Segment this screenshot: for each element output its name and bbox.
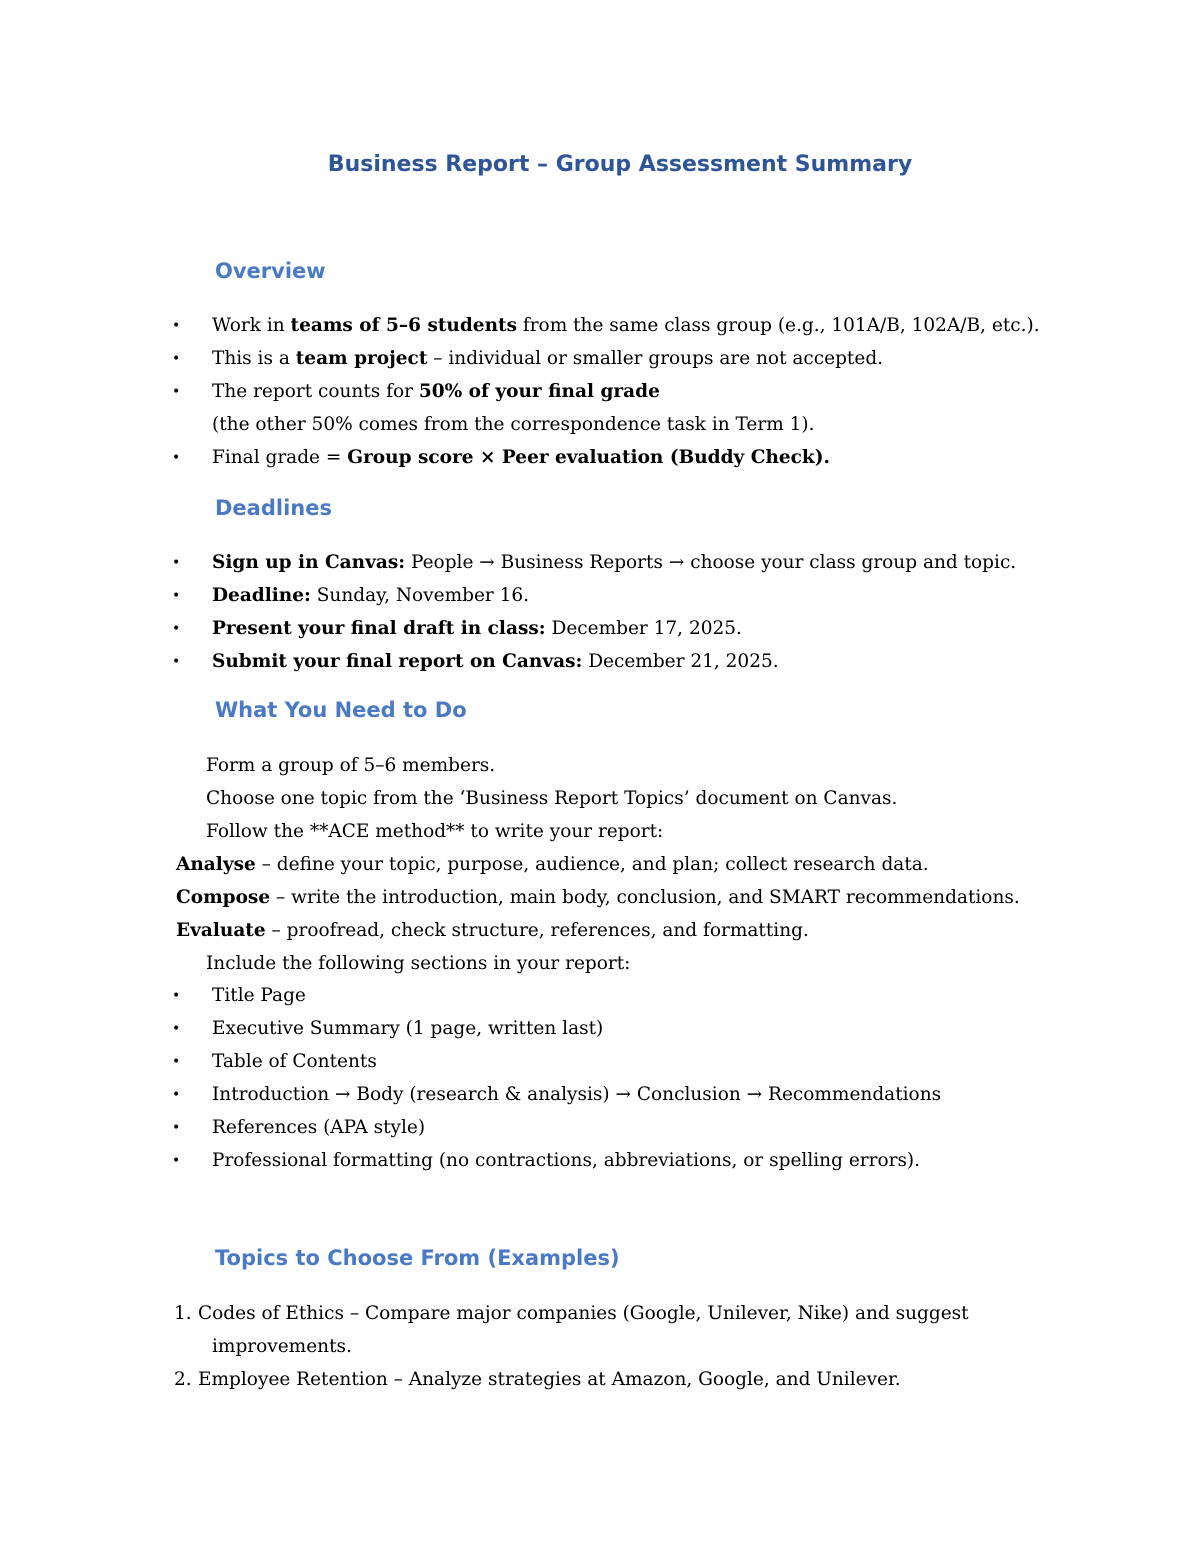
document-title: Business Report – Group Assessment Summary bbox=[327, 152, 913, 177]
overview-heading: Overview bbox=[215, 259, 326, 283]
todo-heading: What You Need to Do bbox=[215, 698, 467, 722]
bullet: • bbox=[172, 654, 181, 670]
todo-include-sections: Include the following sections in your report: bbox=[206, 953, 631, 974]
bullet: • bbox=[172, 384, 181, 400]
ace-evaluate: Evaluate – proofread, check structure, references, and formatting. bbox=[176, 920, 809, 941]
bullet: • bbox=[172, 318, 181, 334]
ace-compose: Compose – write the introduction, main body, conclusion, and SMART recommendations. bbox=[176, 887, 1020, 908]
overview-item-team-project: This is a team project – individual or smaller groups are not accepted. bbox=[212, 348, 884, 369]
todo-form-group: Form a group of 5–6 members. bbox=[206, 755, 496, 776]
topic-item-retention: Employee Retention – Analyze strategies at Amazon, Google, and Unilever. bbox=[198, 1369, 901, 1390]
bullet: • bbox=[172, 988, 181, 1004]
bullet: • bbox=[172, 555, 181, 571]
ace-analyse: Analyse – define your topic, purpose, audience, and plan; collect research data. bbox=[176, 854, 929, 875]
deadline-item-submit: Submit your final report on Canvas: December 21, 2025. bbox=[212, 651, 779, 672]
topic-number: 2. bbox=[174, 1369, 192, 1390]
section-item: Introduction → Body (research & analysis) → Conclusion → Recommendations bbox=[212, 1084, 942, 1105]
todo-ace-method: Follow the **ACE method** to write your report: bbox=[206, 821, 664, 842]
section-item: References (APA style) bbox=[212, 1117, 426, 1138]
overview-item-teams: Work in teams of 5–6 students from the same class group (e.g., 101A/B, 102A/B, etc.). bbox=[212, 315, 1040, 336]
section-item: Table of Contents bbox=[212, 1051, 377, 1072]
bullet: • bbox=[172, 450, 181, 466]
topic-number: 1. bbox=[174, 1303, 192, 1324]
overview-item-weight-note: (the other 50% comes from the correspondence task in Term 1). bbox=[212, 414, 815, 435]
bullet: • bbox=[172, 351, 181, 367]
bullet: • bbox=[172, 588, 181, 604]
todo-choose-topic: Choose one topic from the ‘Business Report Topics’ document on Canvas. bbox=[206, 788, 898, 809]
deadlines-heading: Deadlines bbox=[215, 496, 332, 520]
overview-item-weight: The report counts for 50% of your final grade bbox=[212, 381, 660, 402]
topic-item-ethics-cont: improvements. bbox=[212, 1336, 352, 1357]
deadline-item-deadline: Deadline: Sunday, November 16. bbox=[212, 585, 530, 606]
overview-item-final-grade: Final grade = Group score × Peer evaluation (Buddy Check). bbox=[212, 447, 830, 468]
deadline-item-signup: Sign up in Canvas: People → Business Reports → choose your class group and topic. bbox=[212, 552, 1017, 573]
section-item: Executive Summary (1 page, written last) bbox=[212, 1018, 604, 1039]
bullet: • bbox=[172, 1120, 181, 1136]
topics-heading: Topics to Choose From (Examples) bbox=[215, 1246, 620, 1270]
bullet: • bbox=[172, 1054, 181, 1070]
bullet: • bbox=[172, 1087, 181, 1103]
topic-item-ethics: Codes of Ethics – Compare major companies (Google, Unilever, Nike) and suggest bbox=[198, 1303, 969, 1324]
bullet: • bbox=[172, 1153, 181, 1169]
bullet: • bbox=[172, 621, 181, 637]
section-item: Professional formatting (no contractions, abbreviations, or spelling errors). bbox=[212, 1150, 921, 1171]
bullet: • bbox=[172, 1021, 181, 1037]
deadline-item-present: Present your final draft in class: December 17, 2025. bbox=[212, 618, 742, 639]
section-item: Title Page bbox=[212, 985, 306, 1006]
